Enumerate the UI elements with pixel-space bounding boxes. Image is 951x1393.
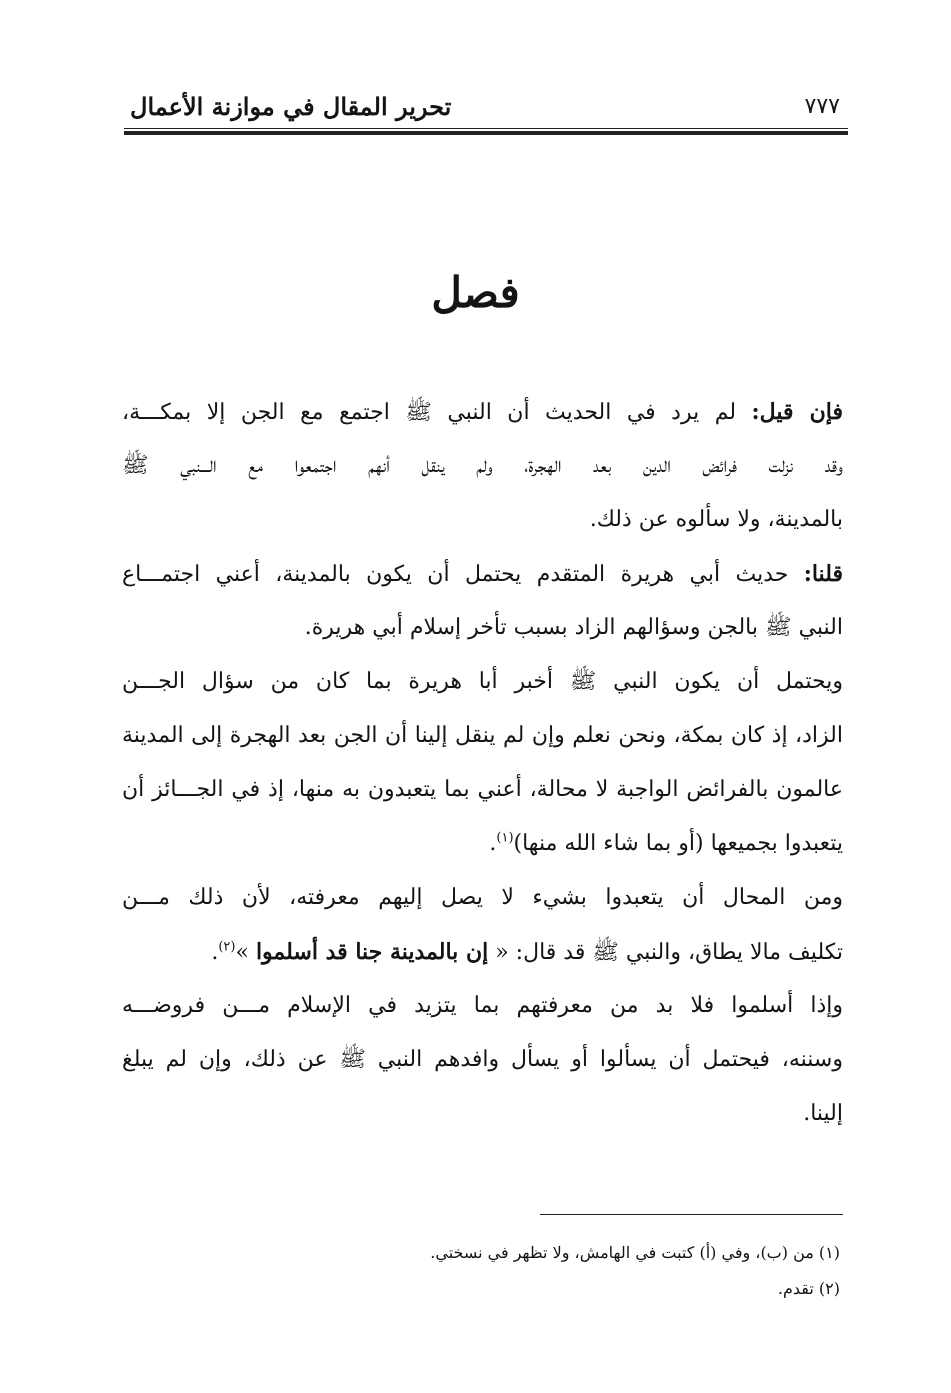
text-line (122, 601, 843, 655)
paragraph-lead: فإن قيل: (751, 399, 843, 425)
footnotes (300, 1235, 840, 1307)
line-text: إلينا. (803, 1101, 843, 1126)
footnote-ref[interactable]: (١) (496, 830, 514, 846)
paragraph (122, 655, 843, 871)
text-line (122, 871, 843, 925)
line-text: ومن المحال أن يتعبدوا بشيء لا يصل إليهم معرفته، لأن ذلك مـــن (122, 885, 843, 910)
header-rule-thick (124, 131, 848, 135)
paragraph (122, 979, 843, 1141)
footnote-2: (٢) تقدم. (777, 1279, 840, 1298)
paragraph (122, 871, 843, 979)
line-text: وإذا أسلموا فلا بد من معرفتهم بما يتزيد في الإسلام مـــن فروضـــه (122, 993, 843, 1018)
body-text (122, 385, 843, 1141)
paragraph (122, 547, 843, 655)
text-line (122, 1087, 843, 1141)
line-text: وسننه، فيحتمل أن يسألوا أو يسأل وافدهم النبي ﷺ عن ذلك، وإن لم يبلغ (122, 1047, 843, 1072)
text-line (122, 1033, 843, 1087)
line-text: بالمدينة، ولا سألوه عن ذلك. (589, 507, 843, 532)
paragraph-lead: قلنا: (803, 561, 843, 587)
line-text: يتعبدوا بجميعها (أو بما شاء الله منها) (513, 831, 843, 856)
text-line (122, 655, 843, 709)
footnote-rule (540, 1214, 843, 1215)
text-line (122, 709, 843, 763)
line-text: حديث أبي هريرة المتقدم يحتمل أن يكون بالمدينة، أعني اجتمـــاع (122, 562, 804, 587)
text-line (122, 385, 843, 439)
footnote-ref[interactable]: (٢) (218, 939, 236, 955)
closing-quote: » (235, 940, 256, 965)
line-text: عالمون بالفرائض الواجبة لا محالة، أعني بما يتعبدون به منها، إذ في الجـــائز أن (122, 777, 843, 802)
header-rule-thin (124, 128, 848, 129)
page-number: ٧٧٧ (804, 94, 840, 119)
text-line (122, 547, 843, 601)
line-text: لم يرد في الحديث أن النبي ﷺ اجتمع مع الجن إلا بمكـــة، (122, 400, 752, 425)
line-text: الزاد، إذ كان بمكة، ونحن نعلم وإن لم ينقل إلينا أن الجن بعد الهجرة إلى المدينة (122, 723, 843, 748)
line-tail: . (489, 831, 497, 856)
line-text: وقد نزلت فرائض الدين بعد الهجرة، ولم ينقل أنهم اجتمعوا مع الـــنبي ﷺ (122, 453, 843, 478)
text-line (122, 439, 843, 493)
line-text: ويحتمل أن يكون النبي ﷺ أخبر أبا هريرة بما كان من سؤال الجـــن (122, 669, 843, 694)
paragraph (122, 385, 843, 547)
text-line (122, 817, 843, 871)
text-line (122, 925, 843, 979)
quoted-hadith: إن بالمدينة جنا قد أسلموا (255, 939, 489, 965)
running-header (130, 88, 848, 132)
line-text: تكليف مالا يطاق، والنبي ﷺ قد قال: « (488, 940, 843, 965)
line-text: النبي ﷺ بالجن وسؤالهم الزاد بسبب تأخر إسلام أبي هريرة. (304, 615, 843, 640)
text-line (122, 493, 843, 547)
line-tail: . (211, 940, 219, 965)
running-header-title: تحرير المقال في موازنة الأعمال (130, 92, 452, 121)
footnote-1: (١) من (ب)، وفي (أ) كتبت في الهامش، ولا تظهر في نسختي. (430, 1243, 840, 1262)
text-line (122, 763, 843, 817)
section-heading: فصل (431, 268, 520, 317)
text-line (122, 979, 843, 1033)
